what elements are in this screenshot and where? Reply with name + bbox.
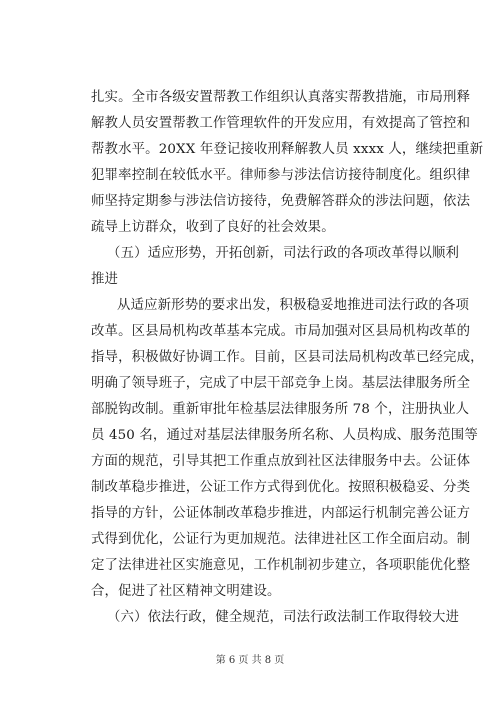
section-heading: （六）依法行政，健全规范，司法行政法制工作取得较大进: [107, 610, 460, 625]
text-line: 式得到优化，公证行为更加规范。法律进社区工作全面启动。制: [91, 532, 471, 547]
document-body: [91, 85, 484, 631]
text-line: 定了法律进社区实施意见，工作机制初步建立，各项职能优化整: [91, 558, 471, 573]
page-number-footer: 第 6 页 共 8 页: [215, 655, 285, 666]
text-line: 帮教水平。20XX 年登记接收刑释解教人员 xxxx 人，继续把重新: [91, 142, 484, 157]
text-line: 指导的方针，公证体制改革稳步推进，内部运行机制完善公证方: [91, 506, 471, 521]
text-line: 解教人员安置帮教工作管理软件的开发应用，有效提高了管控和: [91, 116, 471, 131]
text-line: 师坚持定期参与涉法信访接待，免费解答群众的涉法问题，依法: [91, 194, 471, 209]
section-heading: （五）适应形势，开拓创新，司法行政的各项改革得以顺利: [107, 246, 460, 261]
text-line: 改革。区县局机构改革基本完成。市局加强对区县局机构改革的: [91, 324, 471, 339]
text-line: 疏导上访群众，收到了良好的社会效果。: [91, 220, 335, 235]
text-line: 合，促进了社区精神文明建设。: [91, 584, 281, 599]
section-heading-continued: 推进: [91, 272, 119, 287]
text-line: 制改革稳步推进，公证工作方式得到优化。按照积极稳妥、分类: [91, 480, 471, 495]
text-line: 扎实。全市各级安置帮教工作组织认真落实帮教措施，市局刑释: [91, 90, 471, 105]
text-line: 犯罪率控制在较低水平。律师参与涉法信访接待制度化。组织律: [91, 168, 471, 183]
text-line: 方面的规范，引导其把工作重点放到社区法律服务中去。公证体: [91, 454, 471, 469]
text-line: 员 450 名，通过对基层法律服务所名称、人员构成、服务范围等: [91, 428, 478, 443]
text-line: 部脱钩改制。重新审批年检基层法律服务所 78 个，注册执业人: [91, 402, 470, 417]
text-line: 指导，积极做好协调工作。目前，区县司法局机构改革已经完成，: [91, 350, 484, 365]
paragraph-first-line: 从适应新形势的要求出发，积极稳妥地推进司法行政的各项: [117, 298, 470, 313]
text-line: 明确了领导班子，完成了中层干部竞争上岗。基层法律服务所全: [91, 376, 471, 391]
